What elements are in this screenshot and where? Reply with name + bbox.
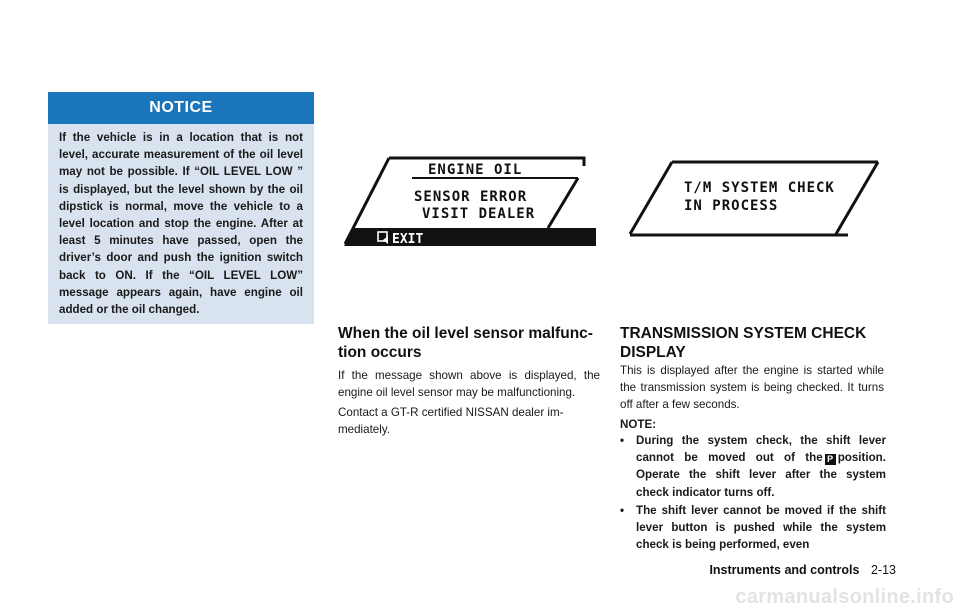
bullet-dot: • bbox=[620, 504, 625, 517]
bullet-dot: • bbox=[620, 434, 625, 447]
note-bullet-2 bbox=[620, 502, 886, 556]
engine-oil-display bbox=[344, 156, 596, 246]
oil-display-line3: VISIT DEALER bbox=[422, 206, 536, 222]
notice-body: If the vehicle is in a location that is not level, accurate measurement of the oil level may not be possible. If “OIL LEVEL LOW ” is displayed, but the level shown by the oil dipstick is normal, move the vehicle to a level location and stop the engine. After at least 5 minutes have passed, open the driver’s door and push the ignition switch back to ON. If the “OIL LEVEL LOW” message appears again, have engine oil added or the oil changed. bbox=[59, 131, 303, 317]
note-bullet-1 bbox=[620, 432, 886, 502]
page-footer bbox=[709, 563, 896, 577]
tm-display-line2: IN PROCESS bbox=[684, 198, 779, 214]
oil-heading-line2: tion occurs bbox=[338, 344, 422, 361]
bullet-1-after: position. Operate the shift lever after the system check indicator turns off. bbox=[636, 451, 886, 499]
watermark: carmanualsonline.info bbox=[735, 586, 954, 608]
oil-display-exit: EXIT bbox=[392, 232, 424, 246]
tm-heading-line2: DISPLAY bbox=[620, 344, 686, 361]
oil-display-line1: ENGINE OIL bbox=[428, 162, 523, 178]
tm-system-check-display bbox=[628, 160, 880, 240]
tm-display-line1: T/M SYSTEM CHECK bbox=[684, 180, 835, 196]
oil-sensor-paragraph-2: Contact a GT-R certified NISSAN dealer im-mediately. bbox=[338, 406, 564, 437]
page-number: 2-13 bbox=[870, 563, 896, 577]
bullet-1-before: During the system check, the shift lever cannot be moved out of the bbox=[636, 434, 886, 465]
notice-title: NOTICE bbox=[48, 92, 314, 124]
tm-paragraph: This is displayed after the engine is started while the transmission system is being checked. It turns off after a few seconds. bbox=[620, 364, 884, 412]
oil-sensor-heading bbox=[338, 324, 608, 362]
tm-heading bbox=[620, 324, 890, 362]
notice-box bbox=[48, 92, 314, 324]
park-position-icon: P bbox=[825, 454, 836, 465]
oil-display-line2: SENSOR ERROR bbox=[414, 189, 528, 205]
oil-sensor-paragraph-1: If the message shown above is displayed, the engine oil level sensor may be malfunctioning. bbox=[338, 369, 600, 400]
bullet-1-text bbox=[636, 432, 886, 501]
note-label: NOTE: bbox=[620, 418, 657, 431]
tm-heading-line1: TRANSMISSION SYSTEM CHECK bbox=[620, 325, 867, 342]
oil-heading-line1: When the oil level sensor malfunc- bbox=[338, 325, 593, 342]
bullet-2-text: The shift lever cannot be moved if the shift lever button is pushed while the system check is being performed, even bbox=[636, 504, 886, 552]
footer-section-title: Instruments and controls bbox=[709, 563, 860, 577]
